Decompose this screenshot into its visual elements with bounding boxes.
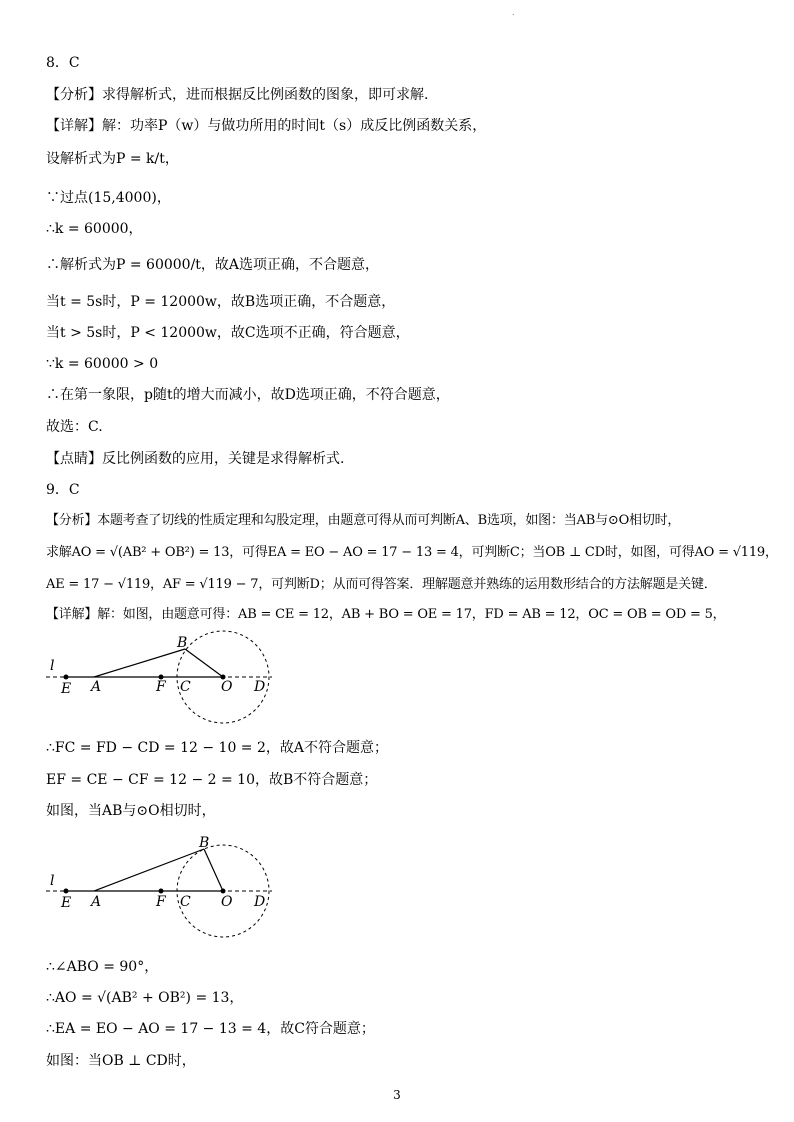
label-d: D (254, 894, 266, 910)
q9-analysis-3: AE = 17 − √119，AF = √119 − 7，可判断D；从而可得答案．理解题意并熟练的运用数形结合的方法解题是关键． (46, 577, 717, 592)
figure-1 (40, 630, 300, 730)
header-mark: . (512, 8, 515, 17)
segment-ab (94, 849, 204, 891)
q8-step-7: ∵k = 60000 > 0 (46, 356, 159, 372)
figure-2 (40, 832, 300, 944)
q9-step-6: ∴EA = EO − AO = 17 − 13 = 4，故C符合题意； (46, 1021, 375, 1037)
q8-analysis: 【分析】求得解析式，进而根据反比例函数的图象，即可求解. (46, 87, 429, 103)
q9-answer: 9．C (46, 482, 80, 498)
q9-step-5: ∴AO = √(AB² + OB²) = 13， (46, 990, 244, 1006)
label-e: E (61, 895, 72, 911)
q8-step-8: ∴在第一象限，p随t的增大而减小，故D选项正确，不符合题意， (46, 387, 450, 403)
q9-analysis-1: 【分析】本题考查了切线的性质定理和勾股定理，由题意可得从而可判断A、B选项，如图：当AB与⊙O相切时， (46, 513, 681, 528)
label-e: E (61, 681, 72, 697)
q8-step-2: ∵过点(15,4000)， (46, 190, 171, 206)
segment-bo (204, 849, 223, 891)
point-f (159, 889, 164, 894)
label-b: B (177, 635, 188, 651)
label-c: C (180, 894, 191, 910)
q9-step-7: 如图：当OB ⊥ CD时， (46, 1053, 196, 1069)
label-b: B (199, 835, 210, 851)
q9-step-4: ∴∠ABO = 90°， (46, 959, 159, 975)
point-e (64, 889, 69, 894)
label-o: O (221, 679, 233, 695)
q8-step-5: 当t = 5s时，P = 12000w，故B选项正确，不合题意， (46, 294, 396, 310)
label-f: F (156, 679, 166, 695)
label-l: l (50, 658, 55, 674)
q9-detail: 【详解】解：如图，由题意可得：AB = CE = 12，AB + BO = OE = 17，FD = AB = 12，OC = OB = OD = 5， (46, 607, 726, 622)
label-a: A (91, 679, 102, 695)
label-d: D (254, 679, 266, 695)
q8-step-6: 当t > 5s时，P < 12000w，故C选项不正确，符合题意， (46, 325, 410, 341)
label-o: O (221, 894, 233, 910)
q8-step-4: ∴解析式为P = 60000/t，故A选项正确，不合题意， (46, 257, 380, 273)
segment-bo (185, 649, 223, 677)
q8-step-3: ∴k = 60000， (46, 221, 143, 237)
q8-choice: 故选：C. (46, 419, 103, 435)
q8-step-1: 设解析式为P = k/t， (46, 151, 179, 167)
label-f: F (156, 894, 166, 910)
label-c: C (180, 679, 191, 695)
q9-step-3: 如图，当AB与⊙O相切时， (46, 803, 216, 819)
point-e (64, 675, 69, 680)
q8-comment: 【点睛】反比例函数的应用，关键是求得解析式. (46, 451, 345, 467)
label-l: l (50, 873, 55, 889)
q8-answer: 8．C (46, 55, 80, 71)
q9-step-2: EF = CE − CF = 12 − 2 = 10，故B不符合题意； (46, 772, 378, 788)
q8-detail: 【详解】解：功率P（w）与做功所用的时间t（s）成反比例函数关系， (46, 118, 487, 134)
segment-ab (94, 649, 185, 677)
label-a: A (91, 894, 102, 910)
q9-analysis-2: 求解AO = √(AB² + OB²) = 13，可得EA = EO − AO = 17 − 13 = 4，可判断C；当OB ⊥ CD时，如图，可得AO = √119， (46, 545, 778, 560)
page-number: 3 (393, 1088, 401, 1102)
q9-step-1: ∴FC = FD − CD = 12 − 10 = 2，故A不符合题意； (46, 740, 389, 756)
point-o (221, 889, 226, 894)
